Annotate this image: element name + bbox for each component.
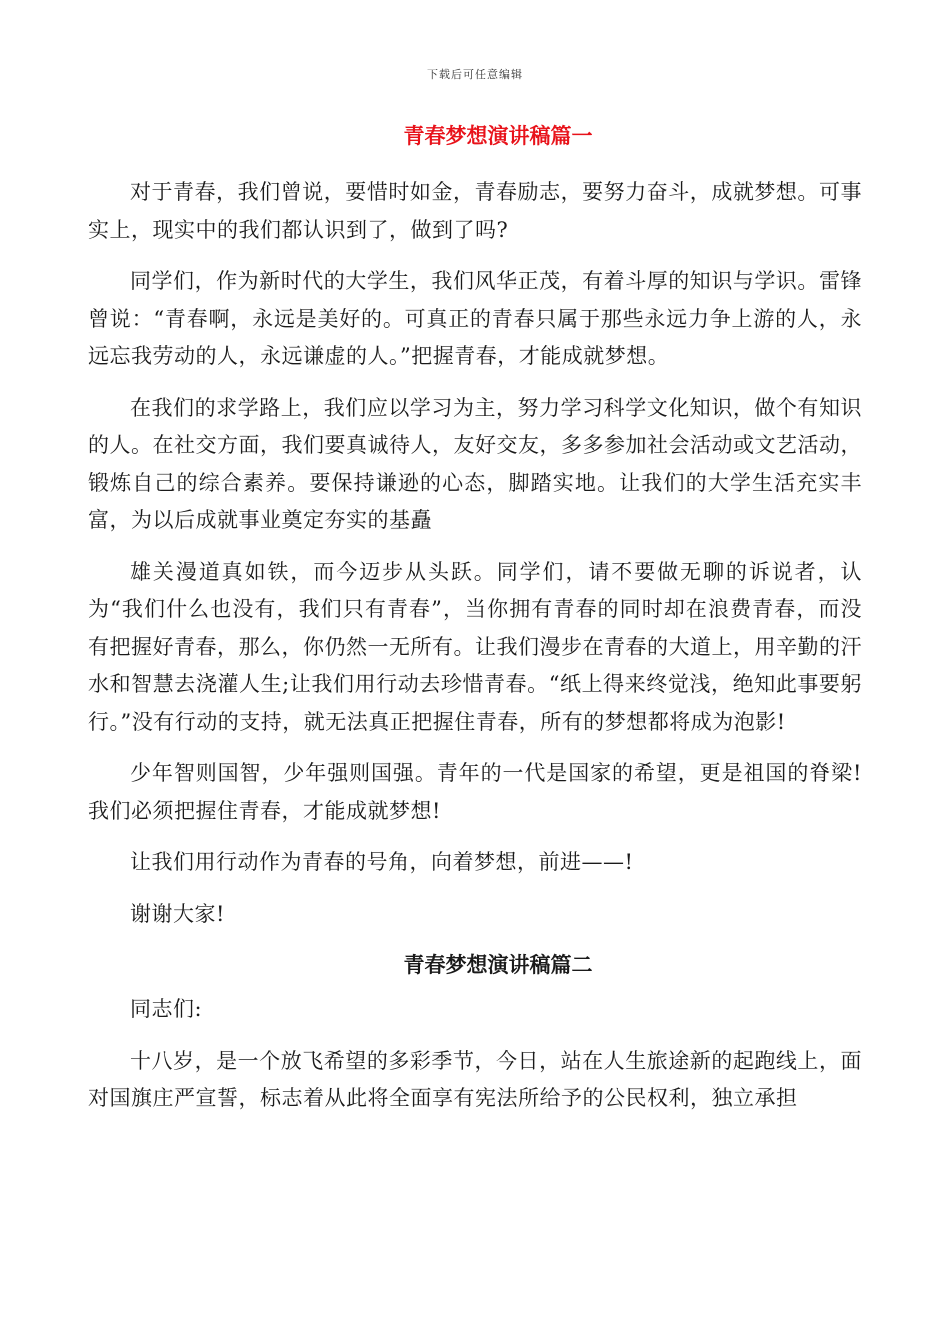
section-1-paragraph-4: 雄关漫道真如铁，而今迈步从头跃。同学们，请不要做无聊的诉说者，认为“我们什么也没有，我们只有青春”，当你拥有青春的同时却在浪费青春，而没有把握好青春，那么，你仍然一无所有。让我们漫步在青春的大道上，用辛勤的汗水和智慧去浇灌人生;让我们用行动去珍惜青春。“纸上得来终觉浅，绝知此事要躬行。”没有行动的支持，就无法真正把握住青春，所有的梦想都将成为泡影! (88, 559, 862, 734)
page-header: 下载后可任意编辑 (427, 68, 523, 81)
section-1-title: 青春梦想演讲稿篇一 (403, 123, 593, 148)
section-1-paragraph-6: 让我们用行动作为青春的号角，向着梦想，前进——! (130, 850, 634, 874)
section-2-paragraph-1: 同志们: (130, 997, 203, 1021)
section-1-paragraph-5: 少年智则国智，少年强则国强。青年的一代是国家的希望，更是祖国的脊梁!我们必须把握住青春，才能成就梦想! (88, 761, 862, 823)
section-1-paragraph-3: 在我们的求学路上，我们应以学习为主，努力学习科学文化知识，做个有知识的人。在社交方面，我们要真诚待人，友好交友，多多参加社会活动或文艺活动，锻炼自己的综合素养。要保持谦逊的心态，脚踏实地。让我们的大学生活充实丰富，为以后成就事业奠定夯实的基矗 (88, 395, 862, 532)
document-body (88, 118, 862, 1132)
section-2-paragraph-2: 十八岁，是一个放飞希望的多彩季节，今日，站在人生旅途新的起跑线上，面对国旗庄严宣誓，标志着从此将全面享有宪法所给予的公民权利，独立承担 (88, 1048, 862, 1110)
section-1-paragraph-1: 对于青春，我们曾说，要惜时如金，青春励志，要努力奋斗，成就梦想。可事实上，现实中的我们都认识到了，做到了吗? (88, 180, 862, 242)
section-1-paragraph-7: 谢谢大家! (130, 901, 225, 926)
section-2-title: 青春梦想演讲稿篇二 (403, 952, 593, 977)
section-1-paragraph-2: 同学们，作为新时代的大学生，我们风华正茂，有着斗厚的知识与学识。雷锋曾说：“青春啊，永远是美好的。可真正的青春只属于那些永远力争上游的人，永远忘我劳动的人，永远谦虚的人。”把握青春，才能成就梦想。 (88, 269, 862, 368)
